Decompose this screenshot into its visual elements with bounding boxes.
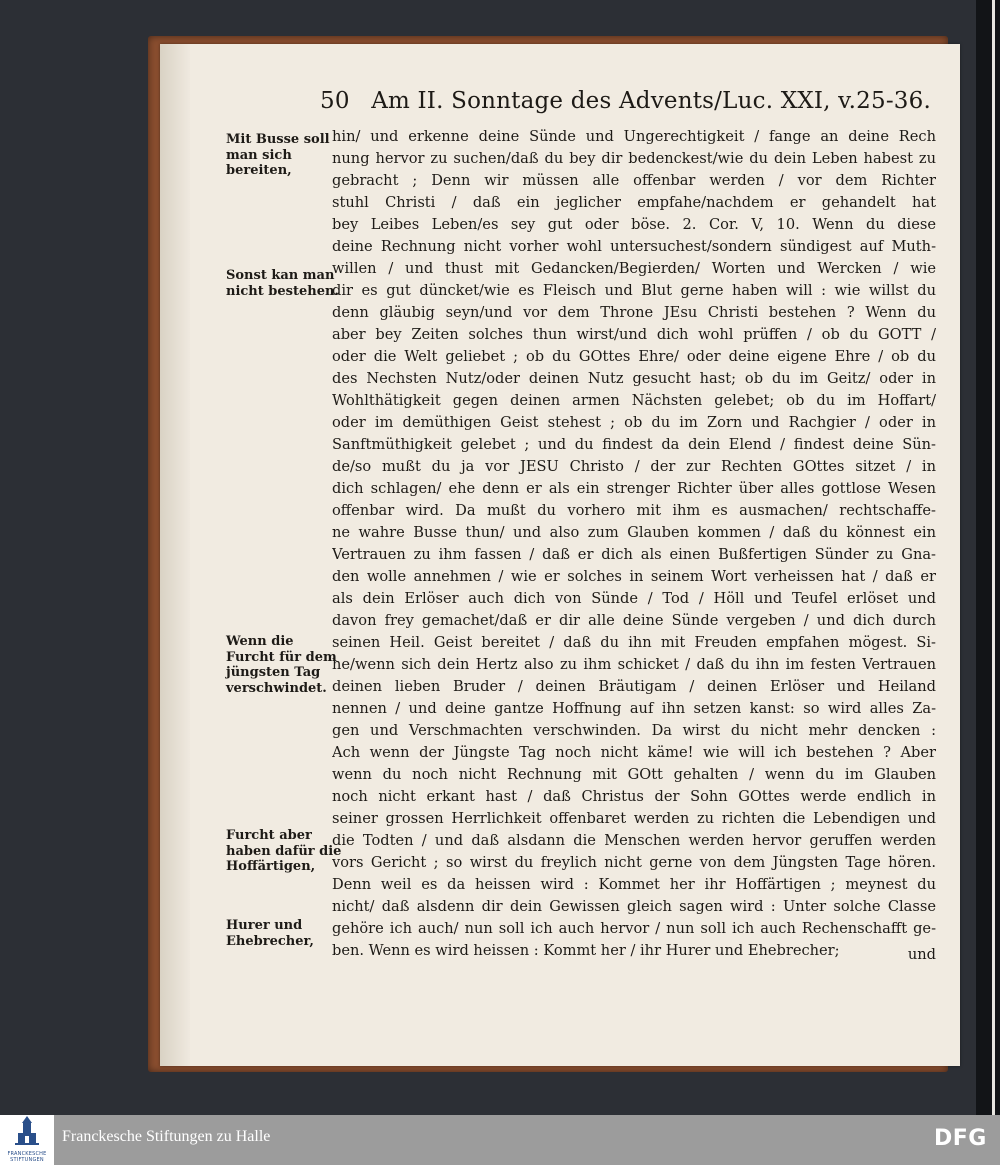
text-line: hin/ und erkenne deine Sünde und Ungerechtigkeit / fange an deine Rech [332, 128, 936, 145]
margin-note-hurer: Hurer und Ehebrecher, [226, 918, 314, 949]
text-line: deine Rechnung nicht vorher wohl untersuchest/sondern sündigest auf Muth- [332, 238, 936, 255]
scan-right-strip [976, 0, 1000, 1115]
text-line: vors Gericht ; so wirst du freylich nicht gerne von dem Jüngsten Tage hören. [332, 854, 936, 871]
text-line: noch nicht erkant hast / daß Christus der Sohn GOttes werde endlich in [332, 788, 936, 805]
text-line: Sanftmüthigkeit gelebet ; und du findest da dein Elend / findest deine Sün- [332, 436, 936, 453]
text-line: gebracht ; Denn wir müssen alle offenbar werden / vor dem Richter [332, 172, 936, 189]
catchword: und [907, 946, 936, 963]
text-line: die Todten / und daß alsdann die Menschen werden hervor geruffen werden [332, 832, 936, 849]
text-line: des Nechsten Nutz/oder deinen Nutz gesucht hast; ob du im Geitz/ oder in [332, 370, 936, 387]
page-number: 50 [320, 88, 350, 114]
text-line: de/so mußt du ja vor JESU Christo / der zur Rechten GOttes sitzet / in [332, 458, 936, 475]
text-line: deinen lieben Bruder / deinen Bräutigam / deinen Erlöser und Heiland [332, 678, 936, 695]
text-line: he/wenn sich dein Hertz also zu ihm schicket / daß du ihn im festen Vertrauen [332, 656, 936, 673]
body-text [332, 126, 936, 962]
text-line: dich schlagen/ ehe denn er als ein strenger Richter über alles gottlose Wesen [332, 480, 936, 497]
franckesche-logo[interactable] [0, 1115, 54, 1165]
text-line: den wolle annehmen / wie er solches in seinem Wort verheissen hat / daß er [332, 568, 936, 585]
text-line: Denn weil es da heissen wird : Kommet her ihr Hoffärtigen ; meynest du [332, 876, 936, 893]
text-line: ben. Wenn es wird heissen : Kommt her / ihr Hurer und Ehebrecher; [332, 942, 840, 959]
text-line: seiner grossen Herrlichkeit offenbaret werden zu richten die Lebendigen und [332, 810, 936, 827]
text-line: als dein Erlöser auch dich von Sünde / Tod / Höll und Teufel erlöset und [332, 590, 936, 607]
running-title: Am II. Sonntage des Advents/Luc. XXI, v.25-36. [371, 88, 931, 114]
text-line: gehöre ich auch/ nun soll ich auch hervor / nun soll ich auch Rechenschafft ge- [332, 920, 936, 937]
dfg-logo[interactable]: DFG [934, 1126, 987, 1151]
text-line: stuhl Christi / daß ein jeglicher empfahe/nachdem er gehandelt hat [332, 194, 936, 211]
text-line: Vertrauen zu ihm fassen / daß er dich als einen Bußfertigen Sünder zu Gna- [332, 546, 936, 563]
text-line: offenbar wird. Da mußt du vorhero mit ihm es ausmachen/ rechtschaffe- [332, 502, 936, 519]
text-line: nung hervor zu suchen/daß du bey dir bedenckest/wie du dein Leben habest zu [332, 150, 936, 167]
margin-note-furcht-verschwindet: Wenn die Furcht für dem jüngsten Tag verschwindet. [226, 634, 337, 696]
margin-note-bestehen: Sonst kan man nicht bestehen. [226, 268, 339, 299]
text-line: wenn du noch nicht Rechnung mit GOtt gehalten / wenn du im Glauben [332, 766, 936, 783]
text-line: ne wahre Busse thun/ und also zum Glauben kommen / daß du könnest ein [332, 524, 936, 541]
tower-emblem-icon [0, 1115, 54, 1151]
text-line: dir es gut düncket/wie es Fleisch und Blut gerne haben will : wie willst du [332, 282, 936, 299]
logo-text: FRANCKESCHE STIFTUNGEN [7, 1151, 47, 1163]
text-line: aber bey Zeiten solches thun wirst/und dich wohl prüffen / ob du GOTT / [332, 326, 936, 343]
text-line: oder im demüthigen Geist stehest ; ob du im Zorn und Rachgier / oder in [332, 414, 936, 431]
text-line: gen und Verschmachten verschwinden. Da wirst du nicht mehr dencken : [332, 722, 936, 739]
viewer-footer [0, 1115, 1000, 1165]
text-line: Wohlthätigkeit gegen deinen armen Nächsten gelebet; ob du im Hoffart/ [332, 392, 936, 409]
text-line: oder die Welt geliebet ; ob du GOttes Ehre/ oder deine eigene Ehre / ob du [332, 348, 936, 365]
text-line: bey Leibes Leben/es sey gut oder böse. 2. Cor. V, 10. Wenn du diese [332, 216, 936, 233]
text-line: nicht/ daß alsdenn dir dein Gewissen gleich sagen wird : Unter solche Classe [332, 898, 936, 915]
margin-note-busse: Mit Busse soll man sich bereiten, [226, 132, 330, 178]
text-line: willen / und thust mit Gedancken/Begierden/ Worten und Wercken / wie [332, 260, 936, 277]
text-line: denn gläubig seyn/und vor dem Throne JEsu Christi bestehen ? Wenn du [332, 304, 936, 321]
text-line: davon frey gemachet/daß er dir alle deine Sünde vergeben / und dich durch [332, 612, 936, 629]
running-header [320, 88, 940, 118]
page-gutter-shadow [160, 44, 190, 1066]
text-line: Ach wenn der Jüngste Tag noch nicht käme! wie will ich bestehen ? Aber [332, 744, 936, 761]
text-line: nennen / und deine gantze Hoffnung auf ihn setzen kanst: so wird alles Za- [332, 700, 936, 717]
institution-name[interactable]: Franckesche Stiftungen zu Halle [62, 1128, 271, 1145]
scan-edge-line [992, 0, 995, 1115]
margin-note-hoffaertige: Furcht aber haben dafür die Hoffärtigen, [226, 828, 342, 874]
text-line: seinen Heil. Geist bereitet / daß du ihn mit Freuden empfahen mögest. Si- [332, 634, 936, 651]
